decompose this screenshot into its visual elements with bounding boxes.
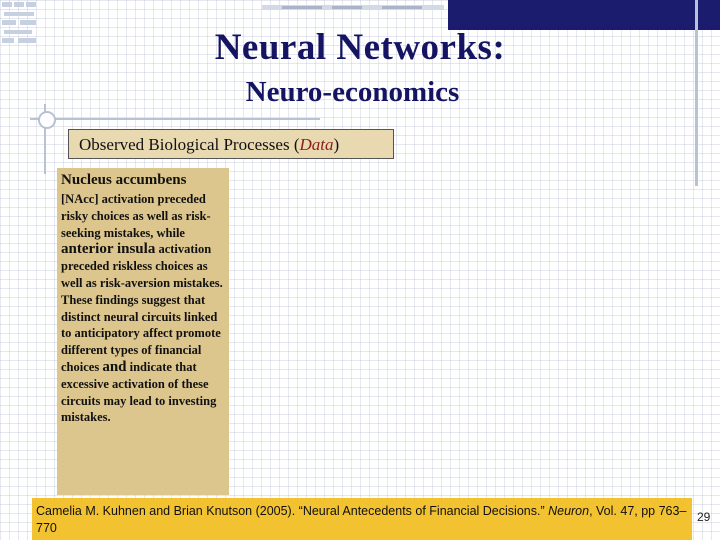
- citation-details: , Vol. 47, pp 763–770: [36, 504, 687, 535]
- panel-text-1: [NAcc] activation preceded risky choices as well as risk-seeking mistakes, while: [61, 192, 211, 240]
- data-label-prefix: Observed Biological Processes (: [79, 135, 300, 154]
- panel-text-3: indicate that excessive activation of these circuits may lead to investing mistakes.: [61, 359, 217, 425]
- citation-box: [32, 498, 692, 540]
- panel-emphasis-2: and: [102, 358, 127, 375]
- slide-title: Neural Networks:: [214, 27, 506, 68]
- citation-journal: Neuron: [548, 504, 590, 518]
- findings-panel: [57, 168, 229, 495]
- circle-ornament-icon: [38, 111, 56, 129]
- slide-subtitle: Neuro-economics: [245, 76, 460, 108]
- header-strip-icon: [262, 2, 444, 14]
- panel-text-2: activation preceded riskless choices as well as risk-aversion mistakes. These findings suggest that distinct neural circuits linked to anticipatory affect promote different types of financial choices: [61, 242, 223, 374]
- panel-emphasis-1: anterior insula: [61, 241, 156, 258]
- data-label-suffix: ): [333, 135, 340, 154]
- citation-authors: Camelia M. Kuhnen and Brian Knutson (2005). “Neural Antecedents of Financial Decisions.”: [36, 504, 549, 518]
- panel-body: [61, 191, 225, 426]
- horizontal-rule-decoration: [30, 118, 320, 120]
- data-label-box: [68, 129, 394, 159]
- panel-heading: Nucleus accumbens: [61, 172, 187, 188]
- page-number: 29: [697, 510, 711, 524]
- data-label-emphasis: Data: [299, 135, 334, 154]
